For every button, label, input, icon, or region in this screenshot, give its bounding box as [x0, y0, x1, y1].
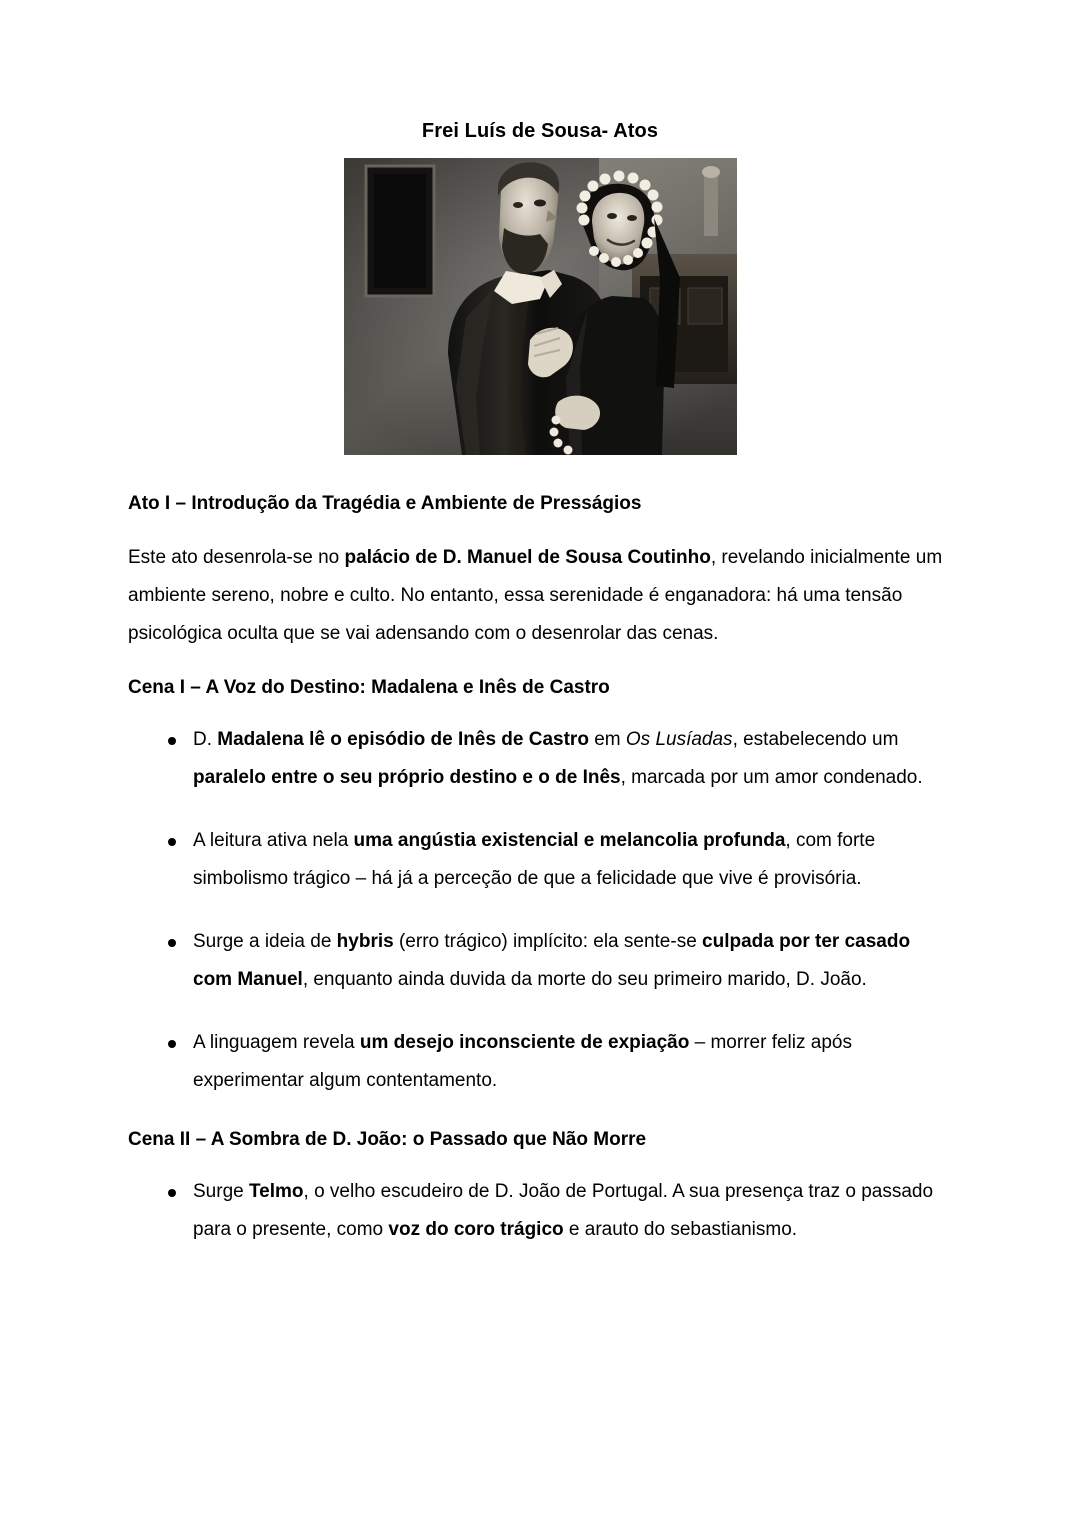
- bullet-rich-text: [193, 1032, 852, 1091]
- text-run-italic: Os Lusíadas: [625, 729, 733, 750]
- page-title: Frei Luís de Sousa- Atos: [421, 120, 659, 142]
- text-run-normal: D.: [193, 729, 218, 750]
- scene-heading-1: Cena I – A Voz do Destino: Madalena e Inês de Castro: [128, 677, 610, 698]
- document-content: [128, 118, 952, 1274]
- intro-text-part1: Este ato desenrola-se no: [128, 547, 345, 568]
- text-run-normal: A leitura ativa nela: [193, 830, 354, 851]
- text-run-normal: – morrer feliz após experimentar algum contentamento.: [193, 1032, 852, 1091]
- text-run-bold: um desejo inconsciente de expiação: [359, 1032, 690, 1053]
- bullet-rich-text: [193, 1181, 933, 1240]
- text-run-normal: , enquanto ainda duvida da morte do seu primeiro marido, D. João.: [302, 969, 867, 990]
- scene-2-bullet-list: [128, 1173, 952, 1249]
- text-run-bold: culpada por ter casado com Manuel: [193, 931, 911, 990]
- text-run-normal: Surge a ideia de: [193, 931, 337, 952]
- text-run-normal: , o velho escudeiro de D. João de Portugal. A sua presença traz o passado para o presente, como: [193, 1181, 934, 1240]
- list-item: [128, 1024, 952, 1100]
- text-run-bold: Madalena lê o episódio de Inês de Castro: [217, 729, 589, 750]
- text-run-bold: hybris: [336, 931, 394, 952]
- list-item: [128, 721, 952, 797]
- text-run-normal: , marcada por um amor condenado.: [620, 767, 923, 788]
- text-run-normal: (erro trágico) implícito: ela sente-se: [393, 931, 703, 952]
- scene-heading-2: Cena II – A Sombra de D. João: o Passado que Não Morre: [128, 1129, 647, 1150]
- bullet-rich-text: [193, 729, 923, 788]
- text-run-bold: Telmo: [248, 1181, 304, 1202]
- intro-text-part2: , revelando inicialmente um ambiente sereno, nobre e culto. No entanto, essa serenidade é enganadora: há uma tensão psicológica oculta que se vai adensando com o desenrolar das cenas.: [128, 547, 943, 644]
- text-run-normal: , estabelecendo um: [732, 729, 899, 750]
- intro-text-bold1: palácio de D. Manuel de Sousa Coutinho: [344, 547, 711, 568]
- act-heading: Ato I – Introdução da Tragédia e Ambiente de Presságios: [128, 493, 642, 514]
- text-run-normal: , com forte simbolismo trágico – há já a perceção de que a felicidade que vive é provisória.: [193, 830, 876, 889]
- text-run-normal: e arauto do sebastianismo.: [563, 1219, 798, 1240]
- text-run-normal: A linguagem revela: [193, 1032, 360, 1053]
- list-item: [128, 822, 952, 898]
- list-item: [128, 1173, 952, 1249]
- text-run-bold: uma angústia existencial e melancolia profunda: [353, 830, 786, 851]
- act-intro-paragraph: [128, 539, 952, 653]
- text-run-normal: Surge: [193, 1181, 249, 1202]
- cena-frei-luis-de-sousa-photo: [344, 158, 737, 455]
- scene-1-bullet-list: [128, 721, 952, 1100]
- text-run-bold: voz do coro trágico: [388, 1219, 564, 1240]
- text-run-bold: paralelo entre o seu próprio destino e o de Inês: [193, 767, 621, 788]
- text-run-normal: em: [588, 729, 626, 750]
- list-item: [128, 923, 952, 999]
- bullet-rich-text: [193, 931, 910, 990]
- figure-container: [128, 158, 952, 455]
- bullet-rich-text: [193, 830, 875, 889]
